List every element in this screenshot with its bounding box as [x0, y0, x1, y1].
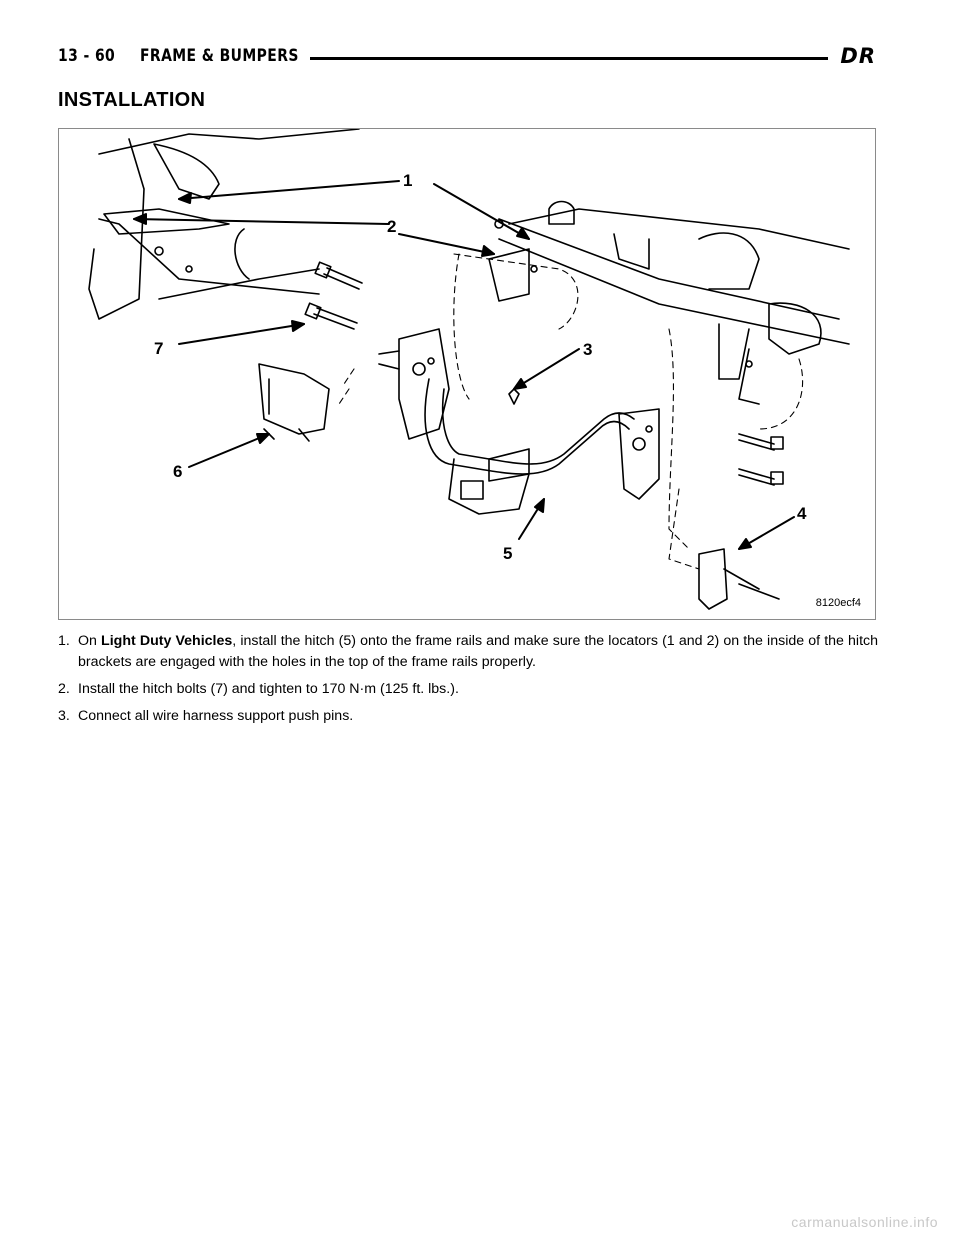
page-header — [58, 44, 878, 74]
header-rule — [310, 57, 828, 60]
callout-4: 4 — [797, 504, 807, 523]
callout-6: 6 — [173, 462, 183, 481]
callout-2: 2 — [387, 217, 397, 236]
step-number: 3. — [58, 708, 70, 724]
hitch-installation-figure — [58, 128, 876, 620]
model-code: DR — [840, 44, 876, 68]
callout-5: 5 — [503, 544, 513, 563]
callout-3: 3 — [583, 340, 593, 359]
left-hitch-bracket — [379, 329, 449, 439]
step-emphasis: Light Duty Vehicles — [101, 633, 233, 649]
step-text: , install the hitch (5) onto the frame rails and make sure the locators (1 and 2) on the inside of the hitch brackets are engaged with the holes in the top of the frame rails properly. — [78, 633, 878, 670]
figure-id: 8120ecf4 — [815, 597, 861, 609]
page-title: INSTALLATION — [58, 89, 206, 111]
page-number: 13 - 60 — [58, 46, 116, 66]
step-2 — [58, 679, 878, 700]
bracket-4 — [699, 549, 779, 609]
step-3 — [58, 706, 878, 727]
hitch-crossmember — [425, 379, 634, 514]
step-prefix: On — [78, 633, 102, 649]
bracket-6 — [259, 364, 329, 441]
hitch-bolts — [305, 262, 783, 485]
push-pin — [509, 389, 519, 404]
procedure-steps — [58, 631, 878, 733]
step-number: 2. — [58, 681, 70, 697]
right-hitch-bracket — [619, 409, 659, 499]
step-number: 1. — [58, 633, 70, 649]
step-1 — [58, 631, 878, 673]
section-title: FRAME & BUMPERS — [140, 46, 299, 66]
step-text: Connect all wire harness support push pins. — [78, 708, 354, 724]
callout-7: 7 — [154, 339, 164, 358]
left-frame-rail — [89, 129, 359, 319]
callout-1: 1 — [403, 171, 413, 190]
step-text: Install the hitch bolts (7) and tighten to 170 N·m (125 ft. lbs.). — [78, 681, 459, 697]
hitch-diagram — [59, 129, 875, 619]
right-frame-rail — [489, 202, 849, 405]
phantom-outlines — [339, 254, 803, 569]
watermark: carmanualsonline.info — [791, 1214, 938, 1230]
callout-leaders — [134, 181, 794, 549]
